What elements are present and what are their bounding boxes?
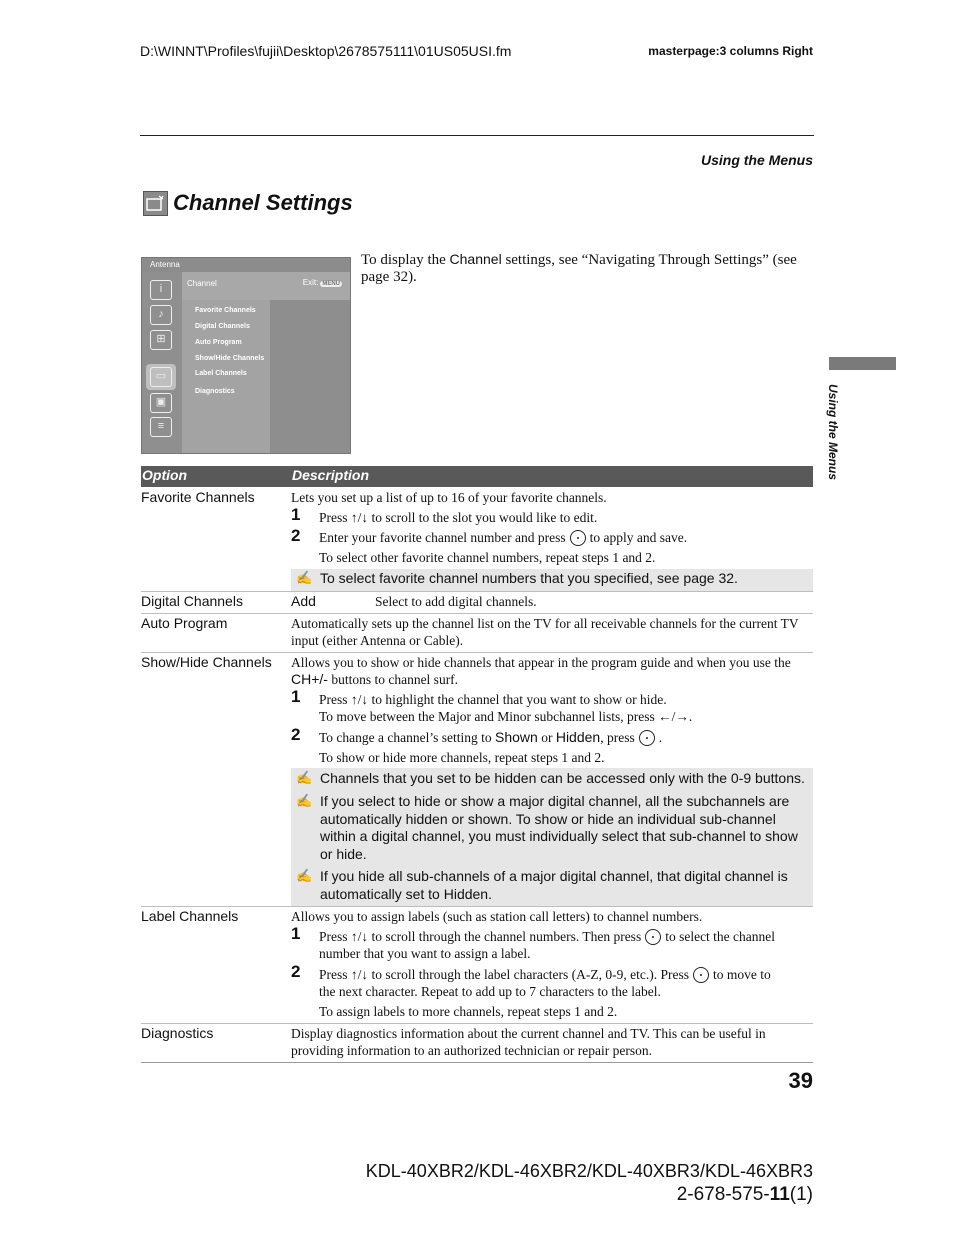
label-lead: Allows you to assign labels (such as station call letters) to channel numbers. xyxy=(291,909,703,924)
tv-menu-icon-column xyxy=(142,272,182,453)
file-path: D:\WINNT\Profiles\fujii\Desktop\2678575111\01US05USI.fm xyxy=(140,43,512,59)
tv-menu-exit: Exit: MENU xyxy=(302,278,340,287)
tv-menu-list xyxy=(182,300,270,453)
row-divider xyxy=(141,906,813,907)
page-number: 39 xyxy=(788,1068,813,1093)
showhide-step-1: Press ↑/↓ to highlight the channel that you want to show or hide. xyxy=(319,692,667,707)
tv-menu-item: Label Channels xyxy=(195,370,247,377)
step-number: 1 xyxy=(291,505,301,524)
intro-keyword: Channel xyxy=(449,251,502,267)
option-digital-channels: Digital Channels xyxy=(141,593,243,609)
step-number: 2 xyxy=(291,962,301,981)
note-pencil-icon: ✍ xyxy=(296,793,313,808)
channel-icon: ▭ xyxy=(150,367,172,387)
tv-menu-item: Auto Program xyxy=(195,339,242,346)
intro-paragraph: To display the Channel settings, see “Navigating Through Settings” (see page 32). xyxy=(361,251,797,285)
tv-menu-item: Show/Hide Channels xyxy=(195,355,265,362)
parental-lock-icon: ▣ xyxy=(150,393,172,413)
row-divider xyxy=(141,613,813,614)
note-pencil-icon: ✍ xyxy=(296,868,313,883)
setup-icon: ≡ xyxy=(150,417,172,437)
digital-sub-option: Add xyxy=(291,593,316,609)
row-divider xyxy=(141,591,813,592)
menu-button-icon: MENU xyxy=(322,281,340,287)
showhide-step-2: To change a channel’s setting to Shown or Hidden, press . xyxy=(319,729,663,745)
step-number: 1 xyxy=(291,687,301,706)
masterpage-label: masterpage:3 columns Right xyxy=(648,44,813,58)
tv-menu-item: Digital Channels xyxy=(195,323,250,330)
model-numbers: KDL-40XBR2/KDL-46XBR2/KDL-40XBR3/KDL-46XBR3 xyxy=(365,1161,813,1181)
favorite-step-1: Press ↑/↓ to scroll to the slot you would like to edit. xyxy=(319,510,598,525)
side-tab-label: Using the Menus xyxy=(826,384,840,481)
favorite-repeat: To select other favorite channel numbers, repeat steps 1 and 2. xyxy=(319,550,656,565)
label-step-2-cont: the next character. Repeat to add up to 7 characters to the label. xyxy=(319,984,661,999)
showhide-lead-2: CH+/- buttons to channel surf. xyxy=(291,671,459,687)
label-step-1-cont: number that you want to assign a label. xyxy=(319,946,531,961)
showhide-note-1: Channels that you set to be hidden can be accessed only with the 0-9 buttons. xyxy=(320,770,805,786)
auto-desc: Automatically sets up the channel list on the TV for all receivable channels for the current TV input (either Antenna or Cable). xyxy=(291,616,799,648)
label-repeat: To assign labels to more channels, repeat steps 1 and 2. xyxy=(319,1004,618,1019)
enter-button-icon xyxy=(645,929,661,945)
tv-menu-submenu-panel xyxy=(270,300,350,453)
showhide-lead: Allows you to show or hide channels that appear in the program guide and when you use the xyxy=(291,655,791,670)
showhide-step-1b: To move between the Major and Minor subchannel lists, press ←/→. xyxy=(319,709,693,724)
showhide-note-2: If you select to hide or show a major digital channel, all the subchannels are automatically hidden or shown. To show or hide an individual sub-channel within a digital channel, you must individually select that sub-channel to show or hide. xyxy=(320,793,798,862)
tv-menu-item: Favorite Channels xyxy=(195,307,256,314)
header-rule xyxy=(140,135,814,136)
table-bottom-rule xyxy=(141,1062,813,1063)
page-heading xyxy=(143,190,353,216)
info-icon: i xyxy=(150,280,172,300)
label-step-2: Press ↑/↓ to scroll through the label characters (A-Z, 0-9, etc.). Press to move to xyxy=(319,967,771,982)
table-header xyxy=(141,466,813,487)
tv-menu-title: Channel xyxy=(187,279,217,288)
side-tab-bar xyxy=(829,357,896,370)
part-number: 2-678-575-11(1) xyxy=(676,1184,813,1205)
option-auto-program: Auto Program xyxy=(141,615,228,631)
tv-menu-input-label: Antenna xyxy=(142,258,350,272)
channel-tv-icon xyxy=(143,191,168,216)
favorite-lead: Lets you set up a list of up to 16 of your favorite channels. xyxy=(291,490,607,505)
page-title: Channel Settings xyxy=(173,190,353,215)
column-header-description: Description xyxy=(292,467,370,483)
diag-desc: Display diagnostics information about the current channel and TV. This can be useful in providing information to an authorized technician or repair person. xyxy=(291,1026,766,1058)
step-number: 2 xyxy=(291,725,301,744)
showhide-note-3: If you hide all sub-channels of a major digital channel, that digital channel is automatically set to Hidden. xyxy=(320,868,788,902)
row-divider xyxy=(141,652,813,653)
row-divider xyxy=(141,1023,813,1024)
option-show-hide-channels: Show/Hide Channels xyxy=(141,654,272,670)
tv-menu-header xyxy=(182,272,350,300)
step-number: 1 xyxy=(291,924,301,943)
tv-menu-screenshot xyxy=(141,257,351,454)
label-step-1: Press ↑/↓ to scroll through the channel numbers. Then press to select the channel xyxy=(319,929,776,944)
enter-button-icon xyxy=(693,967,709,983)
option-favorite-channels: Favorite Channels xyxy=(141,489,255,505)
favorite-step-2: Enter your favorite channel number and press to apply and save. xyxy=(319,530,688,545)
sound-icon: ♪ xyxy=(150,305,172,325)
screen-icon: ⊞ xyxy=(150,330,172,350)
step-number: 2 xyxy=(291,526,301,545)
column-header-option: Option xyxy=(142,467,188,483)
note-pencil-icon: ✍ xyxy=(296,570,313,585)
option-label-channels: Label Channels xyxy=(141,908,239,924)
enter-button-icon xyxy=(639,730,655,746)
section-title: Using the Menus xyxy=(700,152,813,168)
showhide-repeat: To show or hide more channels, repeat steps 1 and 2. xyxy=(319,750,605,765)
digital-desc: Select to add digital channels. xyxy=(375,594,537,609)
note-pencil-icon: ✍ xyxy=(296,770,313,785)
option-diagnostics: Diagnostics xyxy=(141,1025,214,1041)
favorite-note: To select favorite channel numbers that you specified, see page 32. xyxy=(320,570,738,586)
enter-button-icon xyxy=(570,530,586,546)
tv-menu-item: Diagnostics xyxy=(195,388,235,395)
